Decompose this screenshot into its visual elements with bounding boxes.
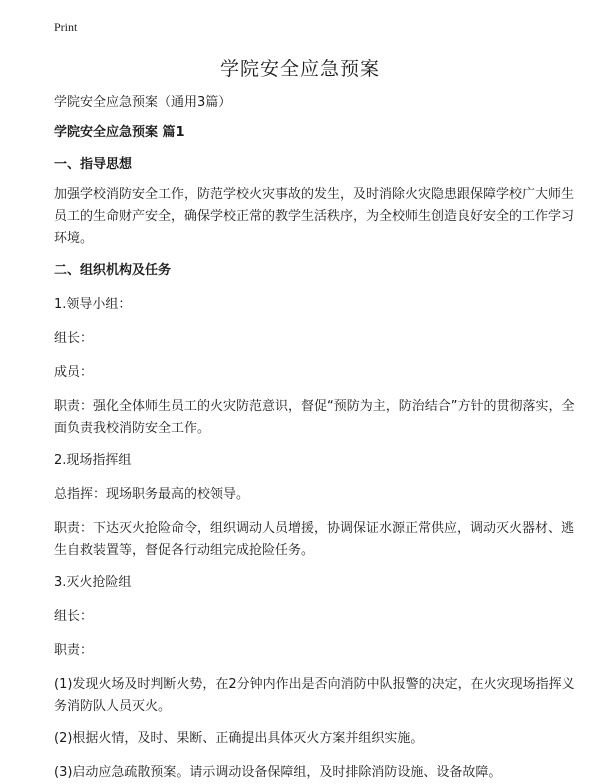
group3-leader: 组长：	[54, 609, 94, 624]
group2-duty: 职责：下达灭火抢险命令，组织调动人员增援，协调保证水源正常供应，调动灭火器材、逃生自救装置等，督促各行动组完成抢险任务。	[54, 521, 575, 558]
part-heading: 学院安全应急预案 篇1	[54, 125, 185, 140]
group3-title: 3.灭火抢险组	[54, 575, 132, 590]
doc-subtitle: 学院安全应急预案（通用3篇）	[54, 95, 232, 110]
section2-heading: 二、组织机构及任务	[54, 263, 172, 278]
duty-item-2: (2)根据火情，及时、果断、正确提出具体灭火方案并组织实施。	[54, 731, 424, 746]
section1-heading: 一、指导思想	[54, 157, 133, 172]
group1-leader: 组长：	[54, 331, 94, 346]
group3-duty-label: 职责：	[54, 643, 94, 658]
group2-title: 2.现场指挥组	[54, 453, 132, 468]
page-title: 学院安全应急预案	[219, 58, 380, 80]
duty-item-1: (1)发现火场及时判断火势，在2分钟内作出是否向消防中队报警的决定，在火灾现场指挥义务消防队人员灭火。	[54, 677, 575, 714]
group1-duty: 职责：强化全体师生员工的火灾防范意识，督促“预防为主，防治结合”方针的贯彻落实，全面负责我校消防安全工作。	[54, 399, 575, 436]
document-body	[54, 92, 586, 784]
group1-title: 1.领导小组：	[54, 297, 132, 312]
print-link[interactable]: Print	[54, 20, 78, 34]
group2-commander: 总指挥：现场职务最高的校领导。	[54, 487, 250, 502]
duty-item-3: (3)启动应急疏散预案。请示调动设备保障组，及时排除消防设施、设备故障。	[54, 765, 502, 780]
group1-members: 成员：	[54, 365, 94, 380]
section1-body: 加强学校消防安全工作，防范学校火灾事故的发生，及时消除火灾隐患跟保障学校广大师生员工的生命财产安全，确保学校正常的教学生活秩序，为全校师生创造良好安全的工作学习环境。	[54, 187, 575, 246]
